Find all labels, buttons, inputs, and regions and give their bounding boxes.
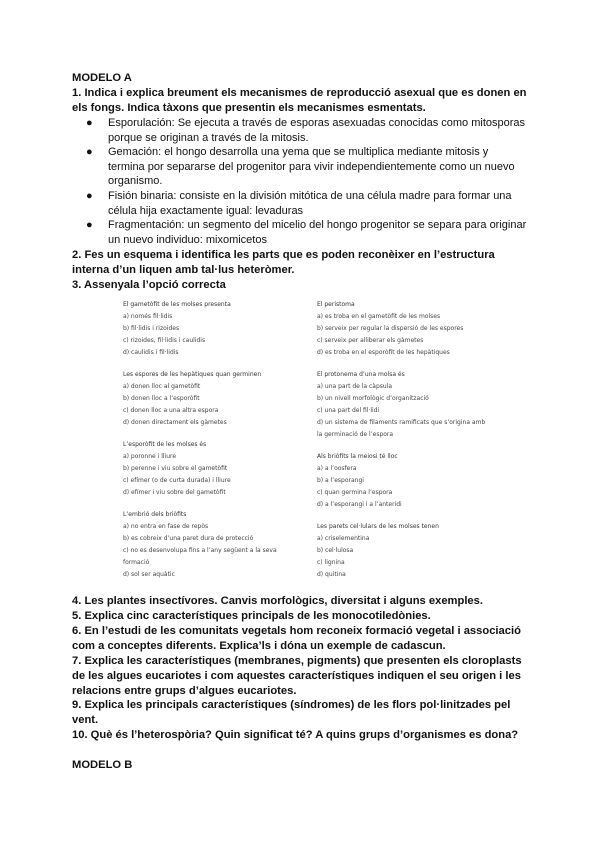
- q3-option: c) donen lloc a una altra espora: [123, 407, 219, 414]
- q3-option: a) criselementina: [317, 535, 370, 542]
- q3-block: [317, 451, 497, 511]
- q3-option: d) a l’esporangi i a l’anteridi: [317, 501, 402, 508]
- q3-option: a) poronne i lliure: [123, 453, 177, 460]
- question-4: 4. Les plantes insectívores. Canvis morfològics, diversitat i alguns exemples.: [72, 595, 483, 607]
- q3-option: d) sol ser aquàtic: [123, 571, 175, 578]
- q3-option: b) serveix per regular la dispersió de les espores: [317, 325, 464, 332]
- bullet-dot-icon: ●: [86, 146, 93, 159]
- question-2: 2. Fes un esquema i identifica les parts que es poden reconèixer en l’estructura interna d’un liquen amb tal·lus heteròmer.: [72, 249, 495, 276]
- q3-option: d) caulidis i fil·lidis: [123, 349, 179, 356]
- q3-block: [317, 369, 497, 441]
- q3-item-heading: Als briòfits la meiosi té lloc: [317, 453, 398, 460]
- answer-bullet: ● Esporulación: Se ejecuta a través de esporas asexuadas conocidas como mitosporas porque se originan a través de la mitosis.: [86, 117, 526, 144]
- q3-option: a) una part de la càpsula: [317, 383, 393, 390]
- q3-option: c) quan germina l’espora: [317, 489, 393, 496]
- q3-block: [123, 439, 303, 499]
- q3-item-heading: Les espores de les hepàtiques quan germinen: [123, 371, 262, 378]
- q3-option: a) donen lloc al gametòfit: [123, 383, 201, 390]
- q3-block: [317, 299, 497, 359]
- q3-option: a) no entra en fase de repòs: [123, 523, 209, 530]
- question-1-answer-list: [86, 116, 528, 247]
- q3-block: [123, 369, 303, 429]
- q3-options-left-column: [123, 299, 303, 581]
- question-1: 1. Indica i explica breument els mecanismes de reproducció asexual que es donen en els fongs. Indica tàxons que presentin els mecanismes esmentats.: [72, 87, 527, 114]
- q3-item-heading: El gametòfit de les molses presenta: [123, 301, 231, 308]
- q3-option: b) es cobreix d’una paret dura de protecció: [123, 535, 254, 542]
- question-3: 3. Assenyala l’opció correcta: [72, 279, 226, 291]
- model-a-title: MODELO A: [72, 72, 132, 84]
- model-b-title: MODELO B: [72, 759, 133, 771]
- q3-option: c) serveix per alliberar els gàmetes: [317, 337, 424, 344]
- q3-block: [317, 521, 497, 581]
- q3-option: d) es troba en el esporòfit de les hepàtiques: [317, 349, 450, 356]
- q3-option: b) perenne i viu sobre el gametòfit: [123, 465, 228, 472]
- q3-option: a) només fil·lidis: [123, 313, 173, 320]
- q3-option: c) efímer (o de curta durada) i lliure: [123, 477, 231, 484]
- answer-bullet: ● Fisión binaria: consiste en la división mitótica de una célula madre para formar una célula hija exactamente igual: levaduras: [86, 189, 512, 217]
- q3-option: c) rizoides, fil·lidis i caulidis: [123, 337, 206, 344]
- q3-item-heading: Les parets cel·lulars de les molses tenen: [317, 523, 439, 530]
- q3-options-right-column: [317, 299, 497, 581]
- q3-option: b) donen lloc a l’esporòfit: [123, 395, 200, 402]
- q3-option: b) cel·lulosa: [317, 547, 354, 554]
- q3-option: c) no es desenvolupa fins a l’any següent a la seva formació: [123, 547, 277, 566]
- q3-block: [123, 509, 303, 581]
- q3-option: d) un sistema de filaments ramificats que s’origina amb la germinació de l’espora: [317, 419, 486, 438]
- question-5: 5. Explica cinc característiques principals de les monocotiledònies.: [72, 610, 431, 622]
- q3-block: [123, 299, 303, 359]
- q3-option: a) es troba en el gametòfit de les molses: [317, 313, 441, 320]
- q3-option: b) a l’esporangi: [317, 477, 364, 484]
- q3-option: d) donen directament els gàmetes: [123, 419, 227, 426]
- bullet-dot-icon: ●: [86, 117, 93, 129]
- bullet-dot-icon: ●: [86, 189, 93, 202]
- q3-option: d) quitina: [317, 571, 346, 578]
- q3-item-heading: L’esporòfit de les molses és: [123, 441, 207, 448]
- answer-bullet: ● Fragmentación: un segmento del micelio del hongo progenitor se separa para originar un nuevo individuo: mixomicetos: [86, 219, 527, 246]
- question-9: 9. Explica les principals característiques (síndromes) de les flors pol·linitzades pel vent.: [72, 699, 511, 726]
- question-10: 10. Què és l’heterospòria? Quin significat té? A quins grups d’organismes es dona?: [72, 729, 519, 741]
- q3-option: c) lignina: [317, 559, 345, 566]
- q3-option: d) efímer i viu sobre del gametòfit: [123, 489, 226, 496]
- q3-option: b) un nivell morfològic d’organització: [317, 395, 429, 402]
- bullet-dot-icon: ●: [86, 219, 93, 232]
- question-6: 6. En l’estudi de les comunitats vegetals hom reconeix formació vegetal i associació com a conceptes diferents. Explica’ls i dóna un exemple de cadascun.: [72, 625, 521, 652]
- answer-bullet: ● Gemación: el hongo desarrolla una yema que se multiplica mediante mitosis y termina por separarse del progenitor para vivir independientemente como un nuevo organismo.: [86, 146, 515, 188]
- q3-option: a) a l’oosfera: [317, 465, 357, 472]
- q3-item-heading: L’embrió dels briòfits: [123, 511, 187, 518]
- q3-option: b) fil·lidis i rizoides: [123, 325, 180, 332]
- question-7: 7. Explica les característiques (membranes, pigments) que presenten els cloroplasts de les algues eucariotes i com aquestes característiques indiquen el seu origen i les relacions entre grups d’algues eucariotes.: [72, 655, 522, 697]
- q3-item-heading: El protonema d’una molsa és: [317, 371, 405, 378]
- q3-item-heading: El peristoma: [317, 301, 355, 308]
- q3-option: c) una part del fil·lidi: [317, 407, 380, 414]
